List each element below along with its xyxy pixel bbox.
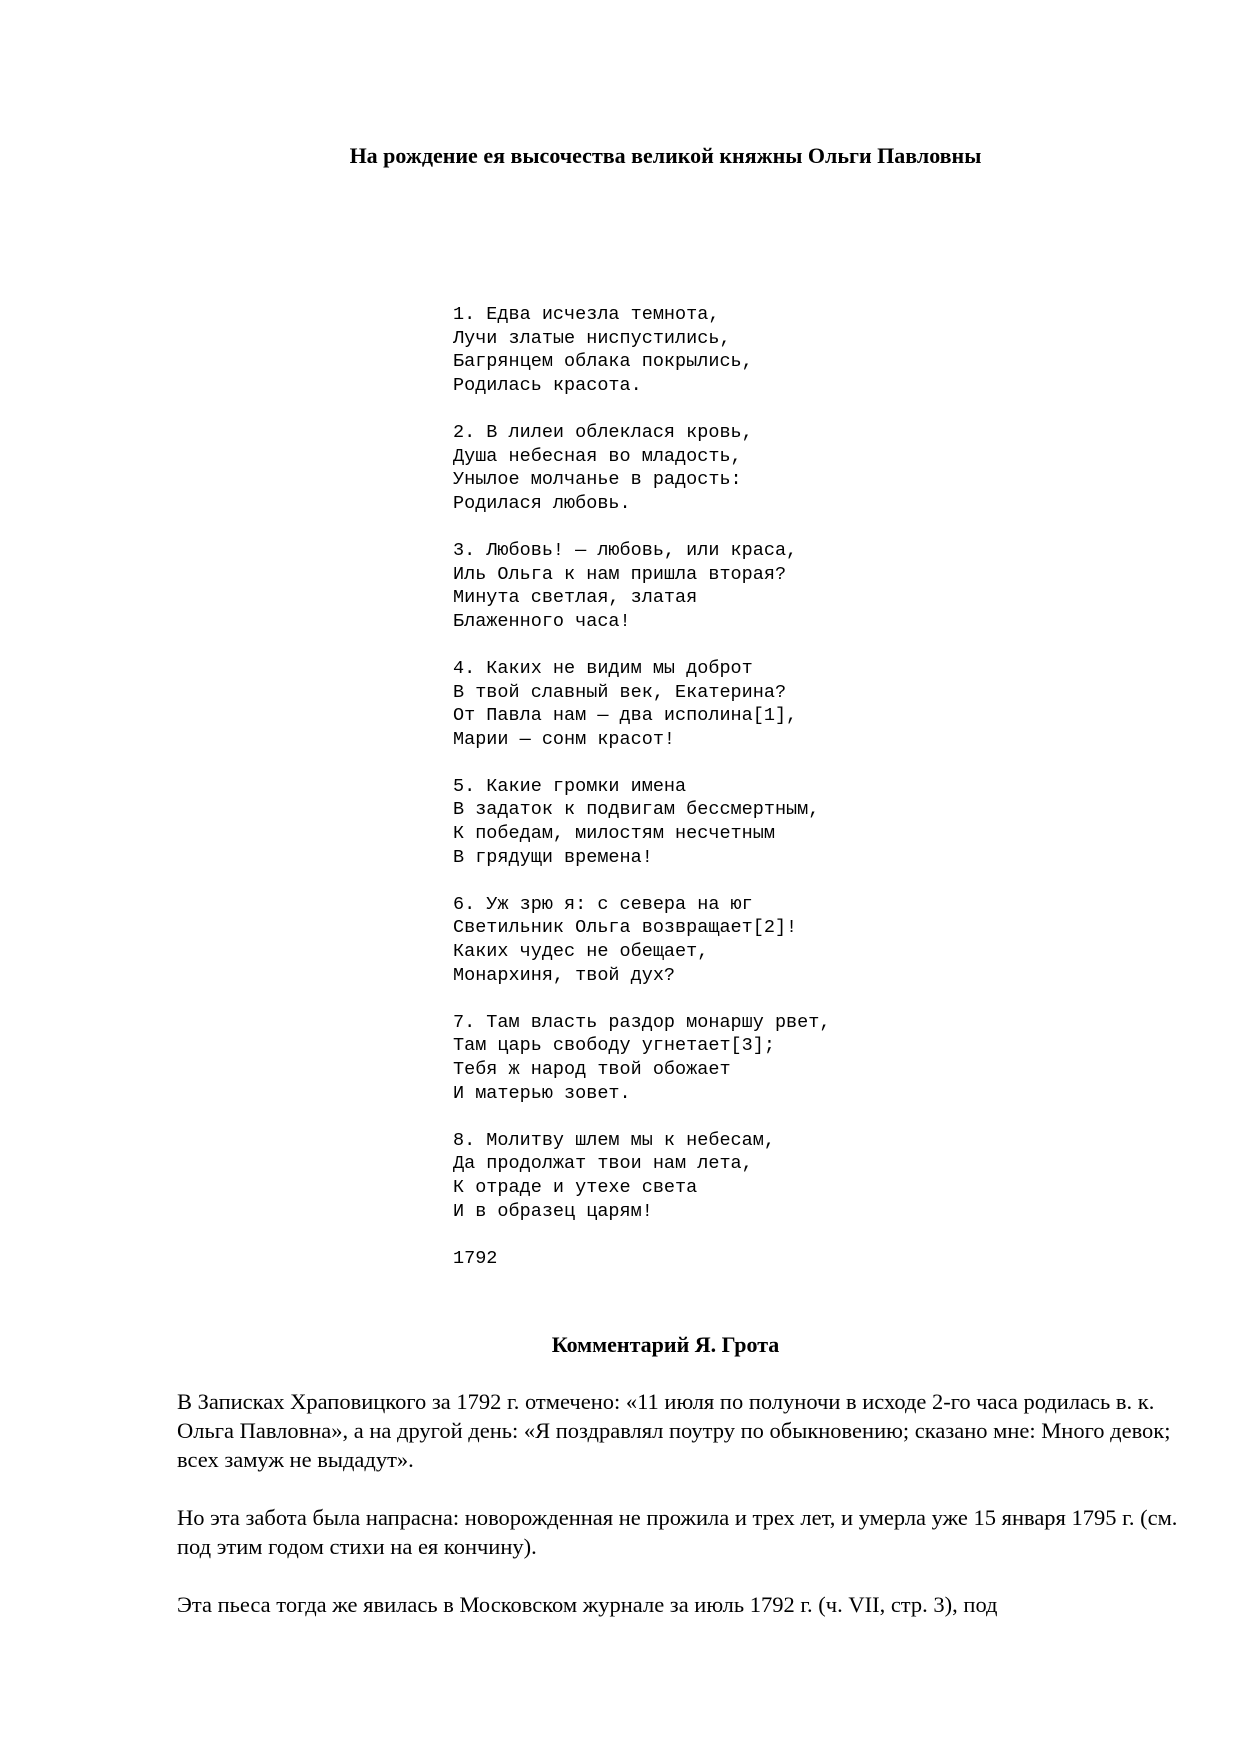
poem-line: 5. Какие громки имена bbox=[453, 775, 687, 797]
poem-line: Родилася любовь. bbox=[453, 492, 631, 514]
commentary-body bbox=[177, 1387, 1187, 1648]
poem-line: Тебя ж народ твой обожает bbox=[453, 1059, 731, 1080]
poem-year: 1792 bbox=[453, 1247, 498, 1269]
poem-line: 2. В лилеи облеклася кровь, bbox=[453, 421, 753, 443]
poem-line: Каких чудес не обещает, bbox=[453, 941, 709, 963]
poem-line: 7. Там власть раздор монаршу рвет, bbox=[453, 1011, 831, 1033]
stanza-7 bbox=[453, 1011, 830, 1105]
poem-line: К победам, милостям несчетным bbox=[453, 823, 775, 845]
poem-line: В твой славный век, Екатерина? bbox=[453, 681, 787, 703]
poem-line: И в образец царям! bbox=[453, 1200, 653, 1222]
poem-line: Багрянцем облака покрылись, bbox=[453, 351, 753, 373]
stanza-4 bbox=[453, 657, 830, 751]
commentary-paragraph: В Записках Храповицкого за 1792 г. отмечено: «11 июля по полуночи в исходе 2-го часа родилась в. к. Ольга Павловна», а на другой день: «Я поздравлял поутру по обыкновению; сказано мне: Много девок; всех замуж не выдадут». bbox=[177, 1389, 1171, 1472]
commentary-paragraph: Эта пьеса тогда же явилась в Московском журнале за июль 1792 г. (ч. VII, стр. 3), под bbox=[177, 1592, 998, 1617]
poem-line: 3. Любовь! — любовь, или краса, bbox=[453, 539, 798, 561]
stanza-3 bbox=[453, 539, 830, 633]
poem-line: Иль Ольга к нам пришла вторая? bbox=[453, 563, 787, 585]
commentary-paragraph: Но эта забота была напрасна: новорожденная не прожила и трех лет, и умерла уже 15 января 1795 г. (см. под этим годом стихи на ея кончину). bbox=[177, 1505, 1178, 1559]
poem-line: Унылое молчанье в радость: bbox=[453, 469, 742, 491]
poem-line: 1. Едва исчезла темнота, bbox=[453, 304, 720, 325]
poem-line: 6. Уж зрю я: с севера на юг bbox=[453, 893, 753, 915]
poem-line: Светильник Ольга возвращает[2]! bbox=[453, 917, 798, 939]
poem-line: Да продолжат твои нам лета, bbox=[453, 1153, 753, 1175]
page-title: На рождение ея высочества великой княжны Ольги Павловны bbox=[349, 143, 982, 168]
poem-line: Душа небесная во младость, bbox=[453, 445, 742, 467]
poem-line: Родилась красота. bbox=[453, 374, 642, 396]
poem bbox=[453, 303, 830, 1270]
poem-line: В задаток к подвигам бессмертным, bbox=[453, 799, 820, 821]
poem-line: Там царь свободу угнетает[3]; bbox=[453, 1035, 775, 1057]
poem-line: 8. Молитву шлем мы к небесам, bbox=[453, 1129, 775, 1151]
poem-line: И матерью зовет. bbox=[453, 1082, 631, 1104]
poem-line: От Павла нам — два исполина[1], bbox=[453, 705, 798, 727]
poem-line: Марии — сонм красот! bbox=[453, 728, 676, 750]
poem-line: В грядущи времена! bbox=[453, 846, 653, 868]
poem-line: Лучи златые ниспустились, bbox=[453, 327, 731, 349]
stanza-5 bbox=[453, 775, 830, 869]
poem-line: Монархиня, твой дух? bbox=[453, 964, 676, 986]
poem-line: К отраде и утехе света bbox=[453, 1176, 698, 1198]
poem-line: Блаженного часа! bbox=[453, 610, 631, 632]
stanza-6 bbox=[453, 893, 830, 987]
stanza-2 bbox=[453, 421, 830, 515]
stanza-1 bbox=[453, 303, 830, 397]
poem-line: 4. Каких не видим мы доброт bbox=[453, 657, 753, 679]
poem-line: Минута светлая, златая bbox=[453, 587, 698, 609]
stanza-8 bbox=[453, 1129, 830, 1223]
commentary-heading: Комментарий Я. Грота bbox=[551, 1332, 780, 1357]
